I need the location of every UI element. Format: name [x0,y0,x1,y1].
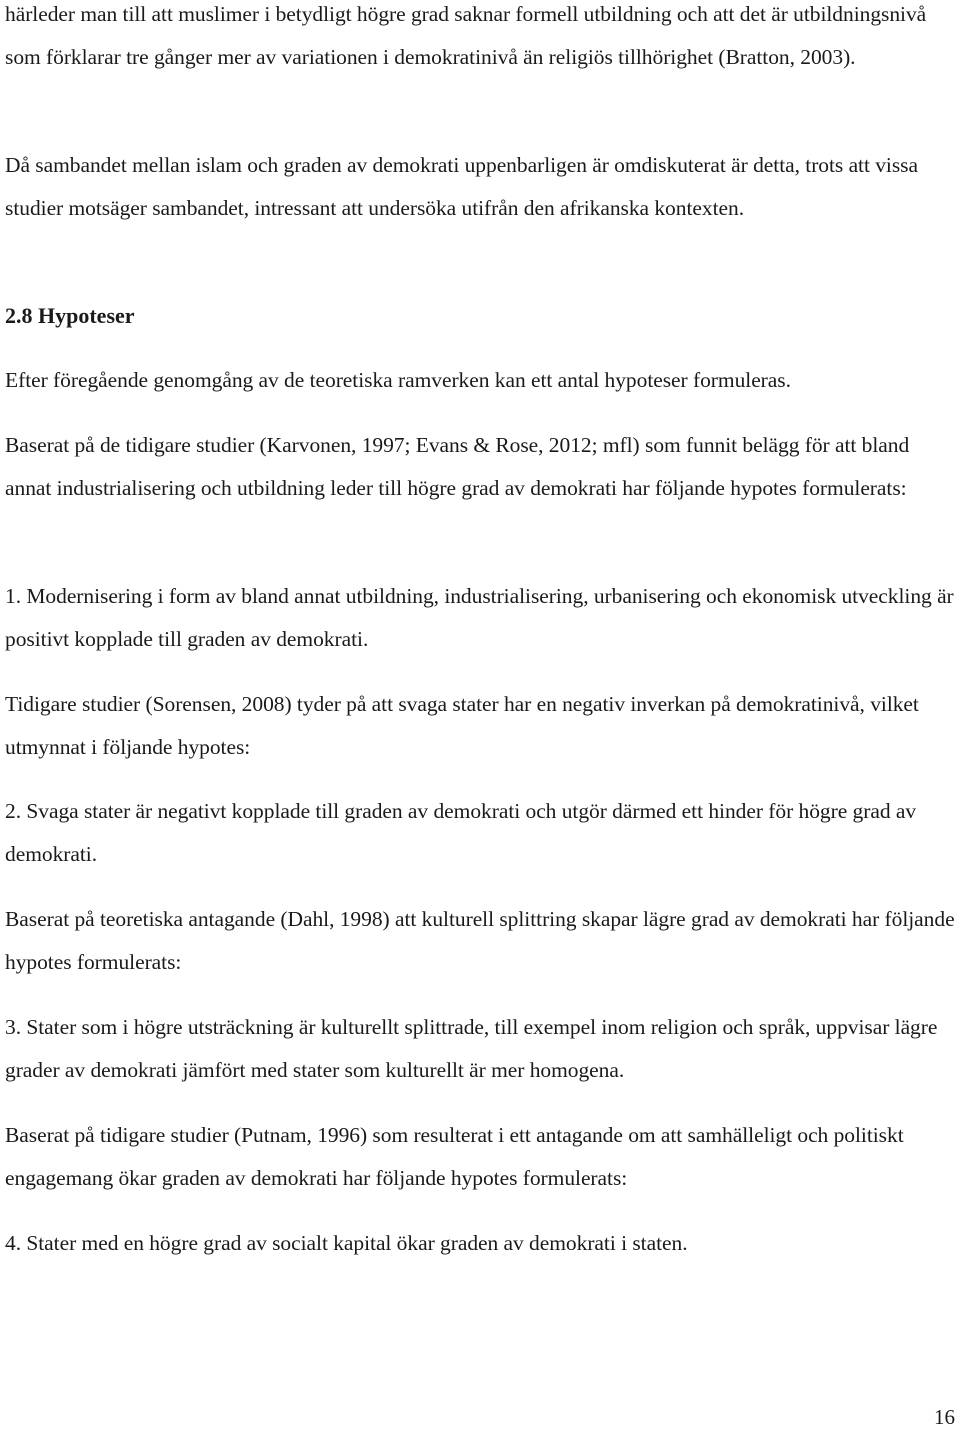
paragraph-islam-democracy: Då sambandet mellan islam och graden av demokrati uppenbarligen är omdiskuterat är detta, trots att vissa studier motsäger sambandet, intressant att undersöka utifrån den afrikanska kontexten. [5,153,918,220]
hypothesis-2: 2. Svaga stater är negativt kopplade till graden av demokrati och utgör därmed ett hinder för högre grad av demokrati. [5,799,917,866]
paragraph-weak-states-basis: Tidigare studier (Sorensen, 2008) tyder på att svaga stater har en negativ inverkan på demokratinivå, vilket utmynnat i följande hypotes: [5,692,919,759]
paragraph-bratton: härleder man till att muslimer i betydligt högre grad saknar formell utbildning och att det är utbildningsnivå som förklarar tre gånger mer av variationen i demokratinivå än religiös tillhörighet (Bratton, 2003). [5,2,927,69]
paragraph-intro-hypotheses: Efter föregående genomgång av de teoretiska ramverken kan ett antal hypoteser formuleras. [5,368,791,392]
hypothesis-4: 4. Stater med en högre grad av socialt kapital ökar graden av demokrati i staten. [5,1231,688,1255]
paragraph-social-capital-basis: Baserat på tidigare studier (Putnam, 1996) som resulterat i ett antagande om att samhälleligt och politiskt engagemang ökar graden av demokrati har följande hypotes formulerats: [5,1123,904,1190]
paragraph-cultural-basis: Baserat på teoretiska antagande (Dahl, 1998) att kulturell splittring skapar lägre grad av demokrati har följande hypotes formulerats: [5,907,955,974]
paragraph-modernization-basis: Baserat på de tidigare studier (Karvonen, 1997; Evans & Rose, 2012; mfl) som funnit belägg för att bland annat industrialisering och utbildning leder till högre grad av demokrati har följande hypotes formulerats: [5,433,910,500]
hypothesis-1: 1. Modernisering i form av bland annat utbildning, industrialisering, urbanisering och ekonomisk utveckling är positivt kopplade till graden av demokrati. [5,584,954,651]
section-heading-hypoteser: 2.8 Hypoteser [5,303,135,328]
hypothesis-3: 3. Stater som i högre utsträckning är kulturellt splittrade, till exempel inom religion och språk, uppvisar lägre grader av demokrati jämfört med stater som kulturellt är mer homogena. [5,1015,938,1082]
page-number: 16 [934,1405,955,1429]
